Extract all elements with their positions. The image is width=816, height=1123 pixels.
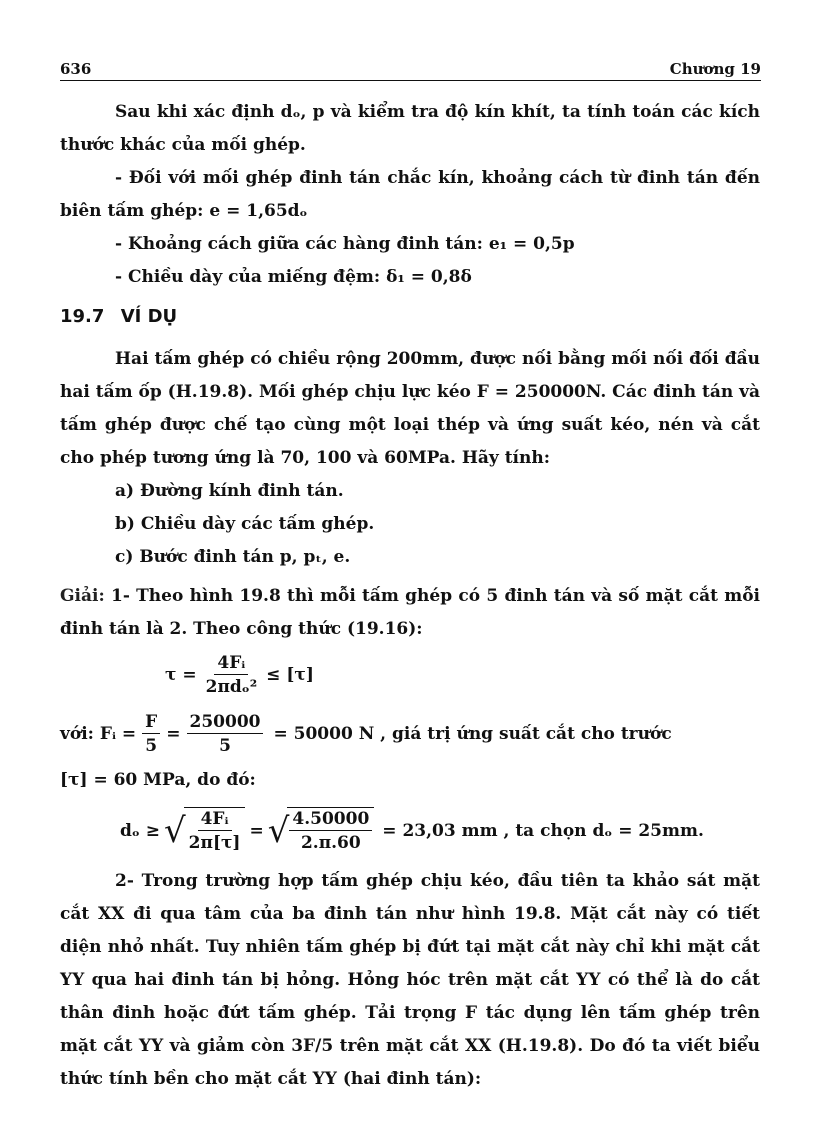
- denominator: 5: [145, 735, 158, 756]
- formula-lhs: τ =: [165, 664, 197, 685]
- list-item: c) Bước đinh tán p, pₜ, e.: [115, 547, 351, 567]
- denominator: 2.π.60: [300, 833, 361, 853]
- page-number: 636: [60, 60, 92, 78]
- page-body: [60, 96, 760, 1096]
- sqrt-sign: [164, 807, 245, 855]
- fraction: [142, 711, 160, 758]
- paragraph: - Khoảng cách giữa các hàng đinh tán: e₁ = 0,5p: [115, 234, 575, 254]
- section-title: VÍ DỤ: [120, 306, 178, 327]
- fraction: [187, 711, 264, 758]
- denominator: 2πdₒ²: [205, 676, 258, 697]
- numerator: 4Fᵢ: [214, 652, 248, 675]
- denominator: 2π[τ]: [188, 833, 241, 853]
- solution-label: Giải:: [60, 586, 105, 606]
- numerator: 250000: [187, 711, 264, 734]
- paragraph: [τ] = 60 MPa, do đó:: [60, 770, 256, 790]
- numerator: F: [142, 711, 160, 734]
- sqrt-sign: [268, 807, 375, 855]
- numerator: 4.50000: [289, 808, 372, 831]
- formula-shear: [60, 646, 760, 704]
- formula-lhs: dₒ ≥: [120, 820, 160, 841]
- chapter-label: Chương 19: [669, 60, 761, 78]
- fraction: [289, 808, 372, 855]
- list-item: a) Đường kính đinh tán.: [115, 481, 344, 501]
- list-item: b) Chiều dày các tấm ghép.: [115, 514, 375, 534]
- radical-icon: √: [164, 811, 186, 851]
- denominator: 5: [219, 735, 231, 756]
- formula-rhs: ≤ [τ]: [266, 664, 314, 685]
- equals-sign: =: [166, 723, 181, 744]
- equals-sign: =: [249, 820, 264, 841]
- section-heading: [60, 300, 760, 333]
- formula-rest: = 50000 N , giá trị ứng suất cắt cho trước: [273, 723, 672, 744]
- paragraph: [60, 580, 760, 646]
- numerator: 4Fᵢ: [198, 808, 232, 831]
- formula-diameter: [60, 797, 760, 865]
- formula-prefix: với: Fᵢ =: [60, 723, 137, 744]
- paragraph: Hai tấm ghép có chiều rộng 200mm, được nối bằng mối nối đối đầu hai tấm ốp (H.19.8). Mối ghép chịu lực kéo F = 250000N. Các đinh tán và tấm ghép được chế tạo cùng một loại thép và ứng suất kéo, nén và cắt cho phép tương ứng là 70, 100 và 60MPa. Hãy tính:: [60, 349, 761, 468]
- paragraph: - Chiều dày của miếng đệm: δ₁ = 0,8δ: [115, 267, 472, 287]
- radical-icon: √: [267, 811, 290, 851]
- page-header: [60, 60, 761, 81]
- fraction: [203, 652, 261, 699]
- paragraph: - Đối với mối ghép đinh tán chắc kín, khoảng cách từ đinh tán đến biên tấm ghép: e = 1,65dₒ: [60, 168, 760, 221]
- formula-rest: = 23,03 mm , ta chọn dₒ = 25mm.: [382, 820, 704, 841]
- fraction: [186, 808, 244, 855]
- solution-text: 1- Theo hình 19.8 thì mỗi tấm ghép có 5 đinh tán và số mặt cắt mỗi đinh tán là 2. Theo công thức (19.16):: [60, 586, 760, 639]
- paragraph: Sau khi xác định dₒ, p và kiểm tra độ kín khít, ta tính toán các kích thước khác của mối ghép.: [60, 102, 760, 155]
- section-number: 19.7: [60, 306, 105, 327]
- formula-force: [60, 704, 760, 764]
- paragraph: 2- Trong trường hợp tấm ghép chịu kéo, đầu tiên ta khảo sát mặt cắt XX đi qua tâm của ba đinh tán như hình 19.8. Mặt cắt này có tiết diện nhỏ nhất. Tuy nhiên tấm ghép bị đứt tại mặt cắt này chỉ khi mặt cắt YY qua hai đinh tán bị hỏng. Hỏng hóc trên mặt cắt YY có thể là do cắt thân đinh hoặc đứt tấm ghép. Tải trọng F tác dụng lên tấm ghép trên mặt cắt YY và giảm còn 3F/5 trên mặt cắt XX (H.19.8). Do đó ta viết biểu thức tính bền cho mặt cắt YY (hai đinh tán):: [60, 871, 760, 1089]
